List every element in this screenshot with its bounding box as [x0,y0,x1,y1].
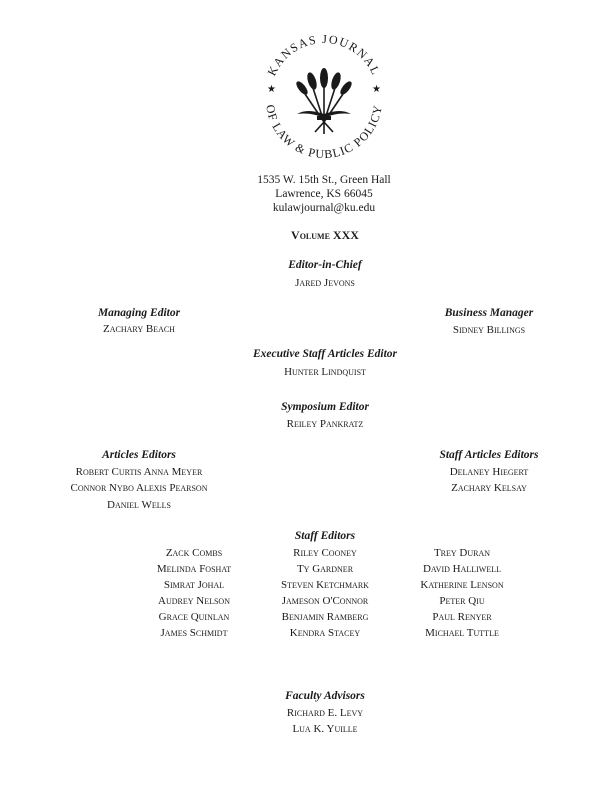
executive-staff-articles-editor-name: Hunter Lindquist [284,366,366,378]
staff-editor-name: Ty Gardner [296,563,354,575]
staff-editor-name: Kendra Stacey [289,627,361,639]
email-address: kulawjournal@ku.edu [272,202,376,214]
wheat-sheaf-icon [294,68,353,134]
star-icon: ★ [372,84,381,95]
faculty-advisor-name: Lua K. Yuille [292,723,358,735]
business-manager-title: Business Manager [444,307,534,319]
staff-articles-editor-name: Delaney Hiegert [449,466,529,478]
managing-editor-name: Zachary Beach [103,323,175,335]
journal-seal-logo [253,30,395,162]
staff-editor-name: Benjamin Ramberg [281,611,369,623]
staff-editor-name: Katherine Lenson [420,579,504,591]
faculty-advisor-name: Richard E. Levy [286,707,364,719]
staff-editor-name: Peter Qiu [439,595,485,607]
staff-editors-column-1 [134,545,254,641]
staff-editor-name: Trey Duran [433,547,491,559]
staff-editor-name: Zack Combs [165,547,223,559]
staff-editor-name: David Halliwell [422,563,502,575]
staff-editor-name: Steven Ketchmark [281,579,369,591]
managing-editor-title: Managing Editor [97,307,181,319]
staff-editors-column-3 [392,545,532,641]
staff-articles-editors-title: Staff Articles Editors [439,449,539,461]
articles-editors-row: Daniel Wells [107,499,171,511]
staff-editors-column-2 [255,545,395,641]
staff-editor-name: Paul Renyer [432,611,492,623]
executive-staff-articles-editor-title: Executive Staff Articles Editor [252,348,398,360]
star-icon: ★ [267,84,276,95]
articles-editors-title: Articles Editors [102,449,176,461]
staff-editor-name: Simrat Johal [163,579,225,591]
staff-editor-name: Audrey Nelson [158,595,230,607]
staff-editor-name: Jameson O'Connor [281,595,369,607]
editor-in-chief-name: Jared Jevons [295,277,355,289]
editor-in-chief-title: Editor-in-Chief [288,259,362,271]
logo-top-text: KANSAS JOURNAL [264,31,384,78]
address-line-2: Lawrence, KS 66045 [275,188,373,200]
logo-bottom-text: OF LAW & PUBLIC POLICY [263,103,385,162]
staff-editor-name: Grace Quinlan [158,611,230,623]
staff-editor-name: Melinda Foshat [156,563,232,575]
articles-editors-row: Robert Curtis Anna Meyer [75,466,203,478]
faculty-advisors-title: Faculty Advisors [285,690,365,702]
staff-editor-name: Riley Cooney [293,547,357,559]
business-manager-name: Sidney Billings [452,324,526,336]
volume-label: Volume XXX [291,228,359,242]
staff-articles-editor-name: Zachary Kelsay [451,482,527,494]
symposium-editor-title: Symposium Editor [281,401,369,413]
staff-editor-name: Michael Tuttle [425,627,499,639]
symposium-editor-name: Reiley Pankratz [286,418,364,430]
address-line-1: 1535 W. 15th St., Green Hall [257,174,391,186]
staff-editors-title: Staff Editors [294,530,356,542]
staff-editor-name: James Schmidt [160,627,228,639]
articles-editors-row: Connor Nybo Alexis Pearson [70,482,208,494]
